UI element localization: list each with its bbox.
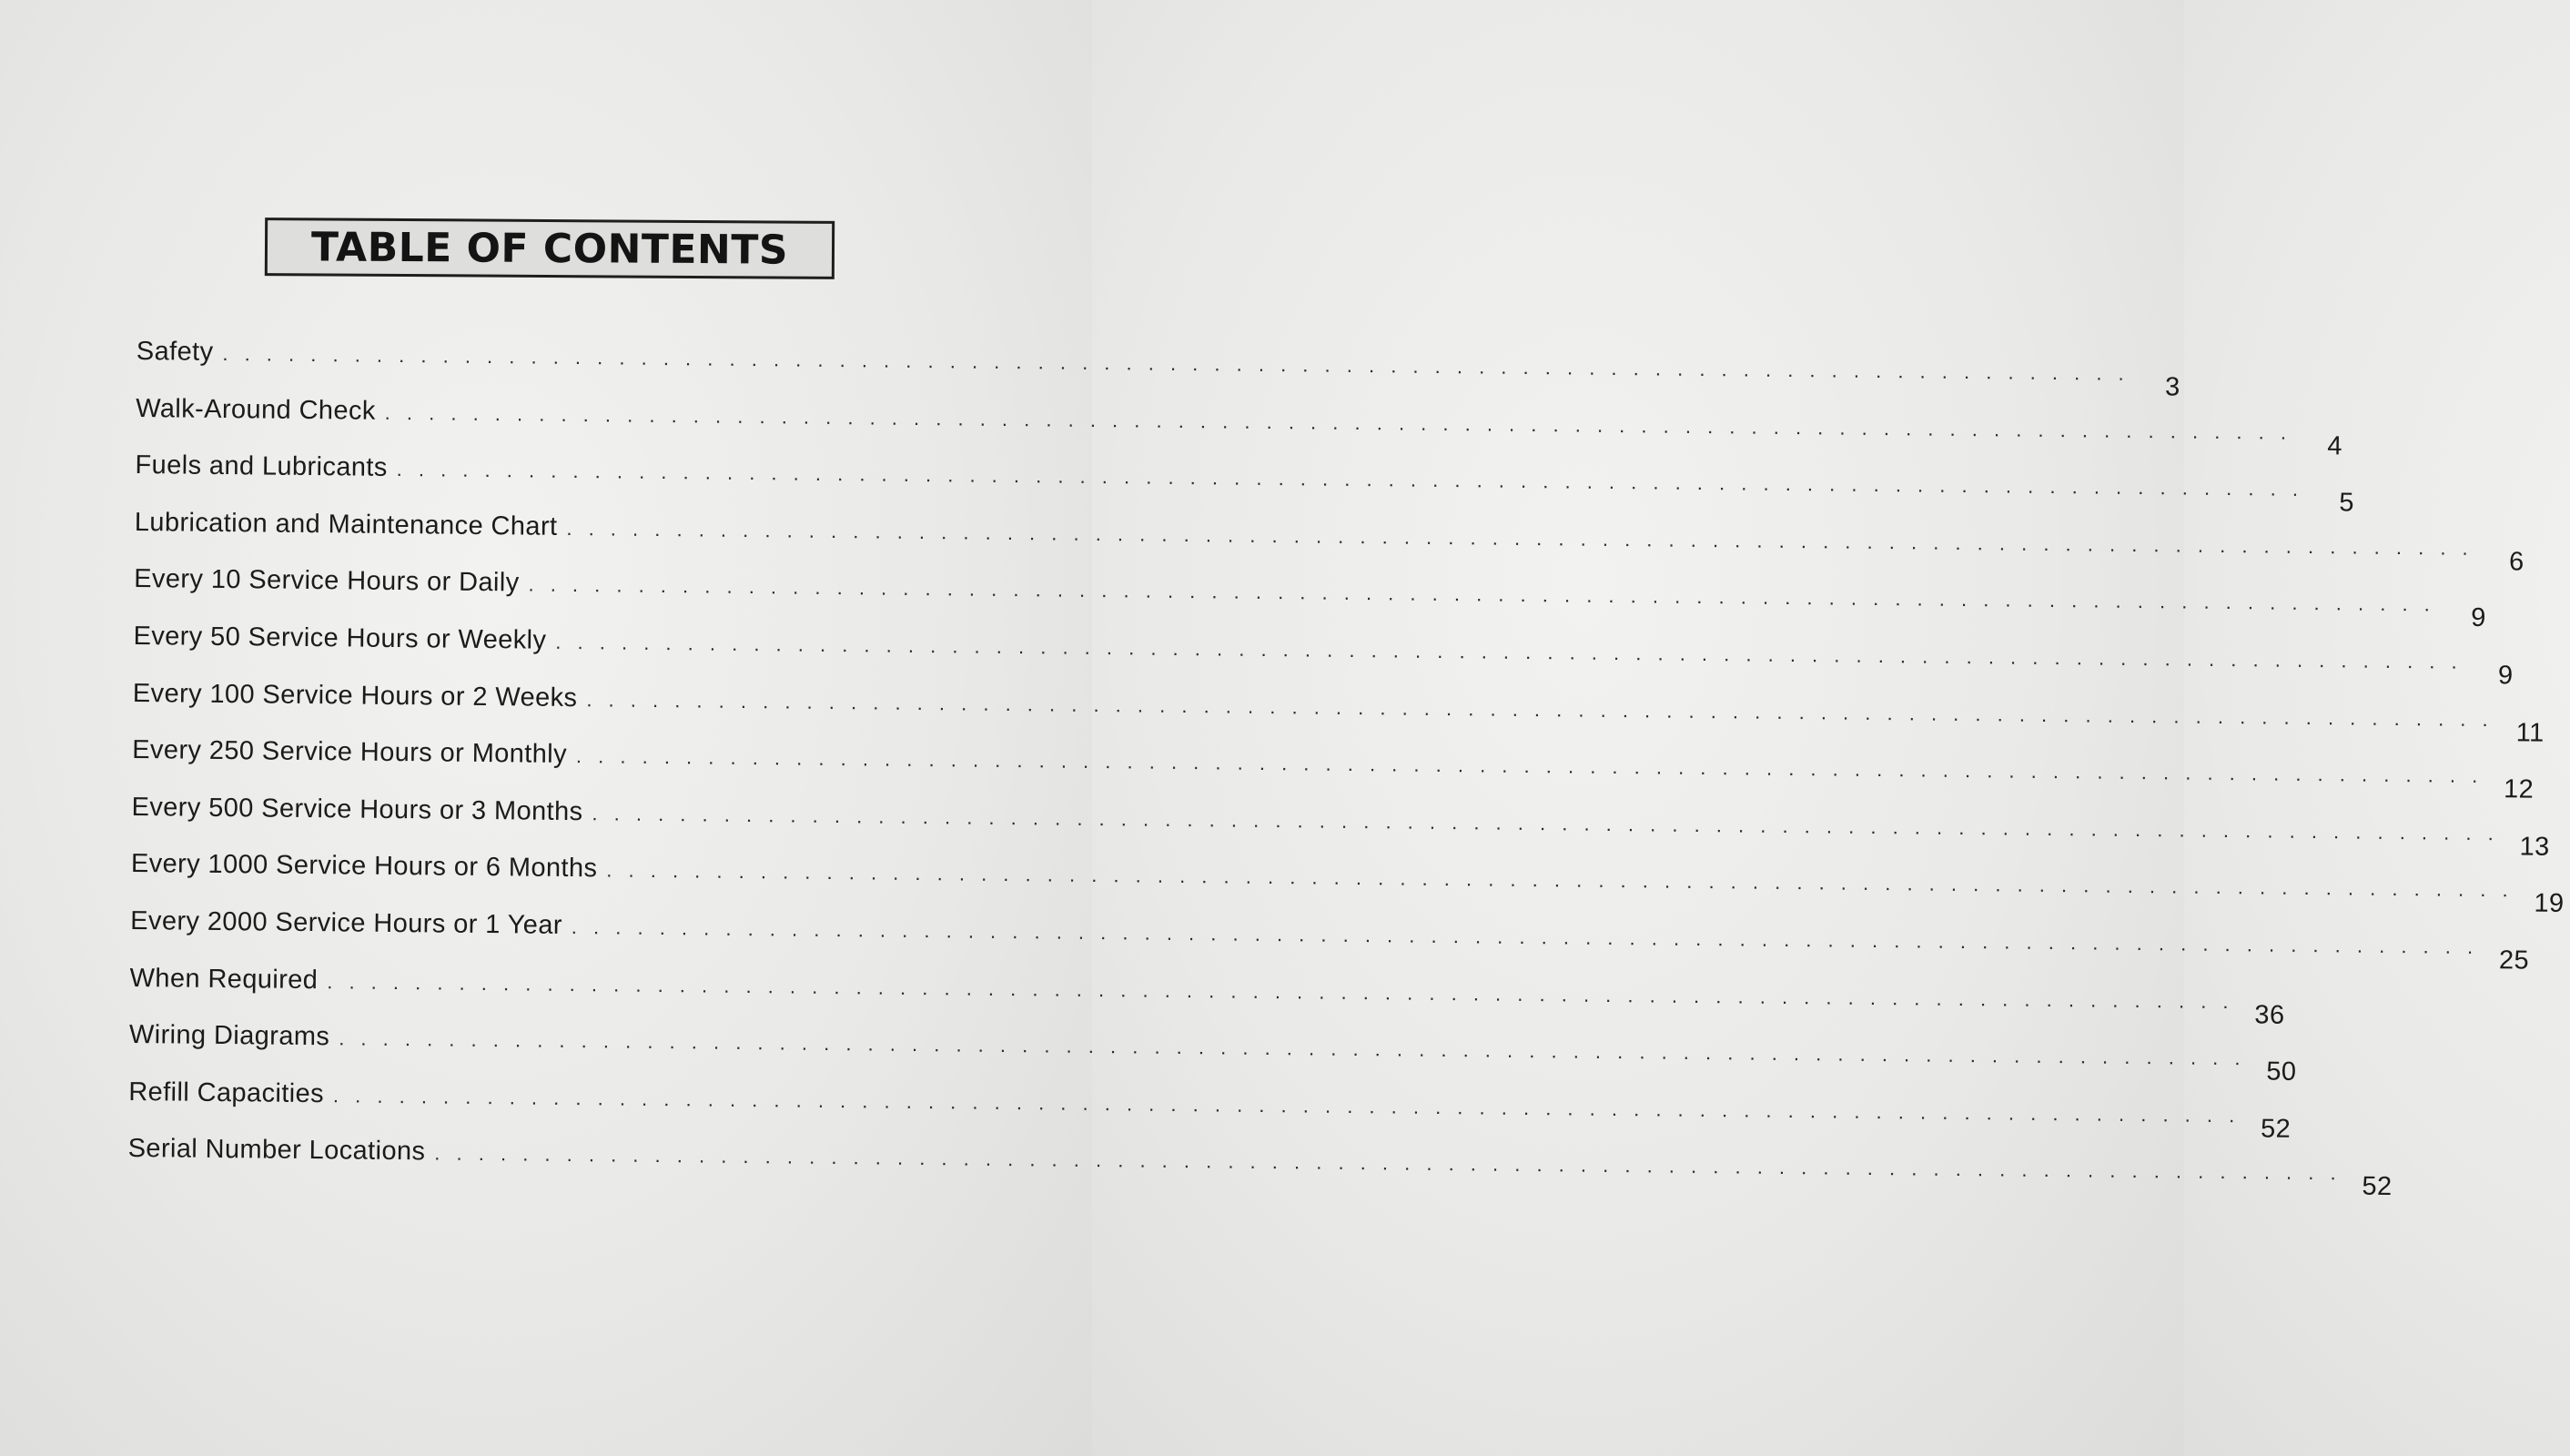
- dot-leader: . . . . . . . . . . . . . . . . . . . . . . . . . . . . . . . . . . . . . . . . . . . . . . . . . . . . . . . . . . . . . . . . . . . . . . . . . . . . . . . . . . . . . . .: [222, 341, 2130, 385]
- toc-entry-label: Refill Capacities: [128, 1077, 325, 1108]
- dot-leader: . . . . . . . . . . . . . . . . . . . . . . . . . . . . . . . . . . . . . . . . . . . . . . . . . . . . . . . . . . . . . . . . . . . . . . . . . . . . . . . . . . . . . . .: [571, 915, 2479, 958]
- toc-entry-label: Every 100 Service Hours or 2 Weeks: [132, 678, 578, 713]
- dot-leader: . . . . . . . . . . . . . . . . . . . . . . . . . . . . . . . . . . . . . . . . . . . . . . . . . . . . . . . . . . . . . . . . . . . . . . . . . . . . . . . . . . . . . . .: [528, 572, 2435, 616]
- toc-entry-label: Serial Number Locations: [127, 1134, 426, 1167]
- dot-leader: . . . . . . . . . . . . . . . . . . . . . . . . . . . . . . . . . . . . . . . . . . . . . . . . . . . . . . . . . . . . . . . . . . . . . . . . . . . . . . . . . . . . . . .: [332, 1084, 2241, 1127]
- toc-entry: [131, 792, 2550, 862]
- toc-entry-page: 9: [2497, 661, 2514, 691]
- dot-leader: . . . . . . . . . . . . . . . . . . . . . . . . . . . . . . . . . . . . . . . . . . . . . . . . . . . . . . . . . . . . . . . . . . . . . . . . . . . . . . . . . . . . . . .: [592, 802, 2499, 844]
- toc-entry-label: Every 2000 Service Hours or 1 Year: [130, 905, 563, 940]
- toc-entry-page: 52: [2362, 1171, 2393, 1202]
- dot-leader: . . . . . . . . . . . . . . . . . . . . . . . . . . . . . . . . . . . . . . . . . . . . . . . . . . . . . . . . . . . . . . . . . . . . . . . . . . . . . . . . . . . . . . .: [566, 516, 2474, 560]
- toc-entry-label: Walk-Around Check: [136, 393, 376, 426]
- toc-entry: [132, 678, 2545, 748]
- dot-leader: . . . . . . . . . . . . . . . . . . . . . . . . . . . . . . . . . . . . . . . . . . . . . . . . . . . . . . . . . . . . . . . . . . . . . . . . . . . . . . . . . . . . . . .: [586, 687, 2494, 731]
- toc-entry-page: 52: [2260, 1114, 2292, 1144]
- toc-entry: [136, 337, 2180, 402]
- toc-entry: [130, 849, 2565, 919]
- toc-entry: [128, 1077, 2292, 1144]
- toc-entry: [134, 507, 2524, 577]
- toc-entry-page: 12: [2503, 774, 2535, 804]
- title-box: [265, 217, 835, 279]
- toc-entry: [133, 621, 2514, 691]
- toc-entry-page: 11: [2515, 717, 2545, 748]
- toc-entry-page: 36: [2254, 999, 2285, 1030]
- toc-entry-label: Every 50 Service Hours or Weekly: [133, 621, 547, 655]
- toc-entry-label: Every 1000 Service Hours or 6 Months: [130, 849, 598, 884]
- toc-entry-label: When Required: [129, 963, 319, 995]
- toc-entry: [132, 735, 2535, 804]
- toc-entry-page: 50: [2266, 1057, 2297, 1087]
- toc-list: [127, 337, 2565, 1202]
- toc-entry-page: 6: [2508, 547, 2524, 577]
- toc-entry-label: Every 10 Service Hours or Daily: [134, 564, 520, 598]
- toc-entry: [127, 1134, 2393, 1202]
- toc-entry-page: 5: [2339, 488, 2355, 518]
- page-title: TABLE OF CONTENTS: [310, 223, 789, 274]
- dot-leader: . . . . . . . . . . . . . . . . . . . . . . . . . . . . . . . . . . . . . . . . . . . . . . . . . . . . . . . . . . . . . . . . . . . . . . . . . . . . . . . . . . . . . . .: [606, 858, 2514, 902]
- toc-entry: [134, 564, 2486, 633]
- toc-entry-page: 9: [2471, 603, 2486, 633]
- dot-leader: . . . . . . . . . . . . . . . . . . . . . . . . . . . . . . . . . . . . . . . . . . . . . . . . . . . . . . . . . . . . . . . . . . . . . . . . . . . . . . . . . . . . . . .: [575, 744, 2484, 788]
- toc-entry: [128, 1020, 2297, 1087]
- toc-entry-label: Every 500 Service Hours or 3 Months: [131, 792, 583, 826]
- dot-leader: . . . . . . . . . . . . . . . . . . . . . . . . . . . . . . . . . . . . . . . . . . . . . . . . . . . . . . . . . . . . . . . . . . . . . . . . . . . . . . . . . . . . . . .: [555, 630, 2463, 673]
- toc-entry-label: Wiring Diagrams: [128, 1020, 330, 1052]
- dot-leader: . . . . . . . . . . . . . . . . . . . . . . . . . . . . . . . . . . . . . . . . . . . . . . . . . . . . . . . . . . . . . . . . . . . . . . . . . . . . . . . . . . . . . . .: [339, 1026, 2246, 1070]
- toc-entry-page: 4: [2327, 430, 2343, 460]
- toc-entry: [135, 450, 2355, 518]
- toc-entry-page: 3: [2164, 372, 2180, 402]
- toc-entry-page: 25: [2498, 945, 2530, 976]
- toc-entry-label: Fuels and Lubricants: [135, 450, 388, 483]
- dot-leader: . . . . . . . . . . . . . . . . . . . . . . . . . . . . . . . . . . . . . . . . . . . . . . . . . . . . . . . . . . . . . . . . . . . . . . . . . . . . . . . . . . . . . . .: [384, 400, 2292, 444]
- dot-leader: . . . . . . . . . . . . . . . . . . . . . . . . . . . . . . . . . . . . . . . . . . . . . . . . . . . . . . . . . . . . . . . . . . . . . . . . . . . . . . . . . . . . . . .: [327, 969, 2234, 1013]
- toc-entry: [129, 963, 2285, 1030]
- toc-entry-label: Safety: [136, 337, 214, 367]
- dot-leader: . . . . . . . . . . . . . . . . . . . . . . . . . . . . . . . . . . . . . . . . . . . . . . . . . . . . . . . . . . . . . . . . . . . . . . . . . . . . . . . . . . . . . . .: [434, 1141, 2342, 1185]
- toc-entry-page: 19: [2534, 888, 2565, 919]
- toc-entry: [136, 393, 2343, 460]
- dot-leader: . . . . . . . . . . . . . . . . . . . . . . . . . . . . . . . . . . . . . . . . . . . . . . . . . . . . . . . . . . . . . . . . . . . . . . . . . . . . . . . . . . . . . . .: [396, 458, 2304, 501]
- toc-entry-page: 13: [2519, 832, 2550, 862]
- toc-entry-label: Every 250 Service Hours or Monthly: [132, 735, 568, 770]
- toc-entry: [130, 905, 2530, 976]
- toc-entry-label: Lubrication and Maintenance Chart: [134, 507, 558, 541]
